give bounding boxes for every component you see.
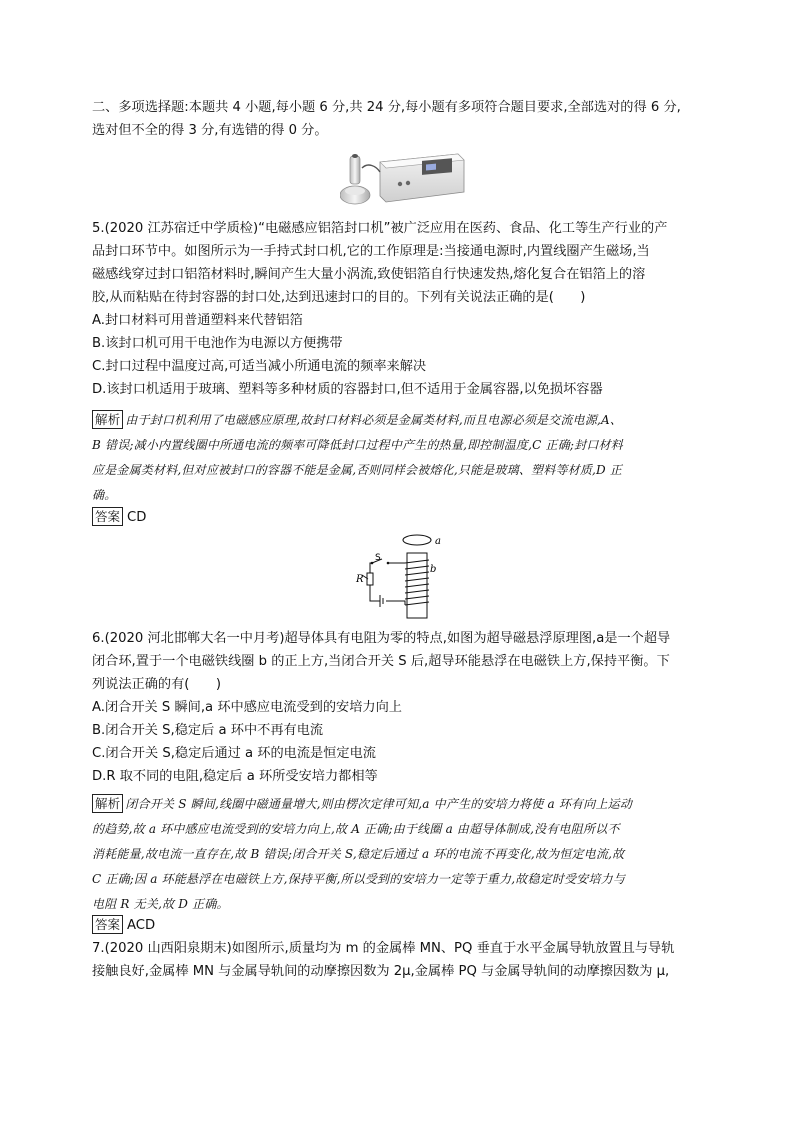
explanation-line: 确。 xyxy=(92,488,117,502)
answer-value: CD xyxy=(127,510,147,525)
explanation-line: 电阻 R 无关,故 D 正确。 xyxy=(92,897,229,911)
explanation-tag: 解析 xyxy=(92,794,123,813)
question-stem-line: 品封口环节中。如图所示为一手持式封口机,它的工作原理是:当接通电源时,内置线圈产生磁场,当 xyxy=(92,244,650,259)
question-5 xyxy=(92,217,702,401)
question-stem-line: 闭合环,置于一个电磁铁线圈 b 的正上方,当闭合开关 S 后,超导环能悬浮在电磁铁上方,保持平衡。下 xyxy=(92,654,670,669)
answer-value: ACD xyxy=(127,918,156,933)
question-stem-line: 5.(2020 江苏宿迁中学质检)“电磁感应铝箔封口机”被广泛应用在医药、食品、化工等生产行业的产 xyxy=(92,221,668,236)
option-b: B.该封口机可用干电池作为电源以方便携带 xyxy=(92,336,343,351)
option-c: C.封口过程中温度过高,可适当减小所通电流的频率来解决 xyxy=(92,359,427,374)
question-stem-line: 胶,从而粘贴在待封容器的封口处,达到迅速封口的目的。下列有关说法正确的是( ) xyxy=(92,290,586,305)
question-6 xyxy=(92,627,702,788)
explanation-line: 消耗能量,故电流一直存在,故 B 错误;闭合开关 S,稳定后通过 a 环的电流不再变化,故为恒定电流,故 xyxy=(92,847,625,861)
option-a: A.封口材料可用普通塑料来代替铝箔 xyxy=(92,313,303,328)
option-b: B.闭合开关 S,稳定后 a 环中不再有电流 xyxy=(92,723,324,738)
explanation-line: 的趋势,故 a 环中感应电流受到的安培力向上,故 A 正确;由于线圈 a 由超导体制成,没有电阻所以不 xyxy=(92,822,620,836)
option-c: C.闭合开关 S,稳定后通过 a 环的电流是恒定电流 xyxy=(92,746,376,761)
answer-tag: 答案 xyxy=(92,507,123,526)
question-6-explanation xyxy=(92,792,704,917)
question-5-explanation xyxy=(92,408,704,508)
explanation-line: B 错误;减小内置线圈中所通电流的频率可降低封口过程中产生的热量,即控制温度,C 正确;封口材料 xyxy=(92,438,623,452)
explanation-line: 应是金属类材料,但对应被封口的容器不能是金属,否则同样会被熔化,只能是玻璃、塑料等材质,D 正 xyxy=(92,463,623,477)
sealing-machine-image xyxy=(340,150,470,212)
explanation-line: C 正确;因 a 环能悬浮在电磁铁上方,保持平衡,所以受到的安培力一定等于重力,故稳定时受安培力与 xyxy=(92,872,626,886)
question-stem-line: 6.(2020 河北邯郸大名一中月考)超导体具有电阻为零的特点,如图为超导磁悬浮原理图,a是一个超导 xyxy=(92,631,671,646)
section-instructions xyxy=(92,96,702,142)
question-stem-line: 磁感线穿过封口铝箔材料时,瞬间产生大量小涡流,致使铝箔自行快速发热,熔化复合在铝箔上的溶 xyxy=(92,267,646,282)
question-5-answer xyxy=(92,507,146,528)
question-stem-line: 接触良好,金属棒 MN 与金属导轨间的动摩擦因数为 2μ,金属棒 PQ 与金属导轨间的动摩擦因数为 μ, xyxy=(92,964,670,979)
text-line: 选对但不全的得 3 分,有选错的得 0 分。 xyxy=(92,123,328,138)
explanation-line: 由于封口机利用了电磁感应原理,故封口材料必须是金属类材料,而且电源必须是交流电源,A、 xyxy=(125,413,623,427)
question-6-answer xyxy=(92,915,155,936)
question-stem-line: 7.(2020 山西阳泉期末)如图所示,质量均为 m 的金属棒 MN、PQ 垂直于水平金属导轨放置且与导轨 xyxy=(92,941,675,956)
explanation-tag: 解析 xyxy=(92,410,123,429)
label-s: S xyxy=(375,553,381,563)
option-a: A.闭合开关 S 瞬间,a 环中感应电流受到的安培力向上 xyxy=(92,700,402,715)
question-7 xyxy=(92,937,702,983)
question-stem-line: 列说法正确的有( ) xyxy=(92,677,221,692)
option-d: D.R 取不同的电阻,稳定后 a 环所受安培力都相等 xyxy=(92,769,378,784)
label-a: a xyxy=(435,536,441,547)
text-line: 二、多项选择题:本题共 4 小题,每小题 6 分,共 24 分,每小题有多项符合题目要求,全部选对的得 6 分, xyxy=(92,100,681,115)
label-r: R xyxy=(356,574,364,585)
circuit-diagram xyxy=(352,528,452,620)
option-d: D.该封口机适用于玻璃、塑料等多种材质的容器封口,但不适用于金属容器,以免损坏容器 xyxy=(92,382,603,397)
explanation-line: 闭合开关 S 瞬间,线圈中磁通量增大,则由楞次定律可知,a 中产生的安培力将使 a 环有向上运动 xyxy=(125,797,633,811)
label-b: b xyxy=(430,564,437,575)
answer-tag: 答案 xyxy=(92,915,123,934)
